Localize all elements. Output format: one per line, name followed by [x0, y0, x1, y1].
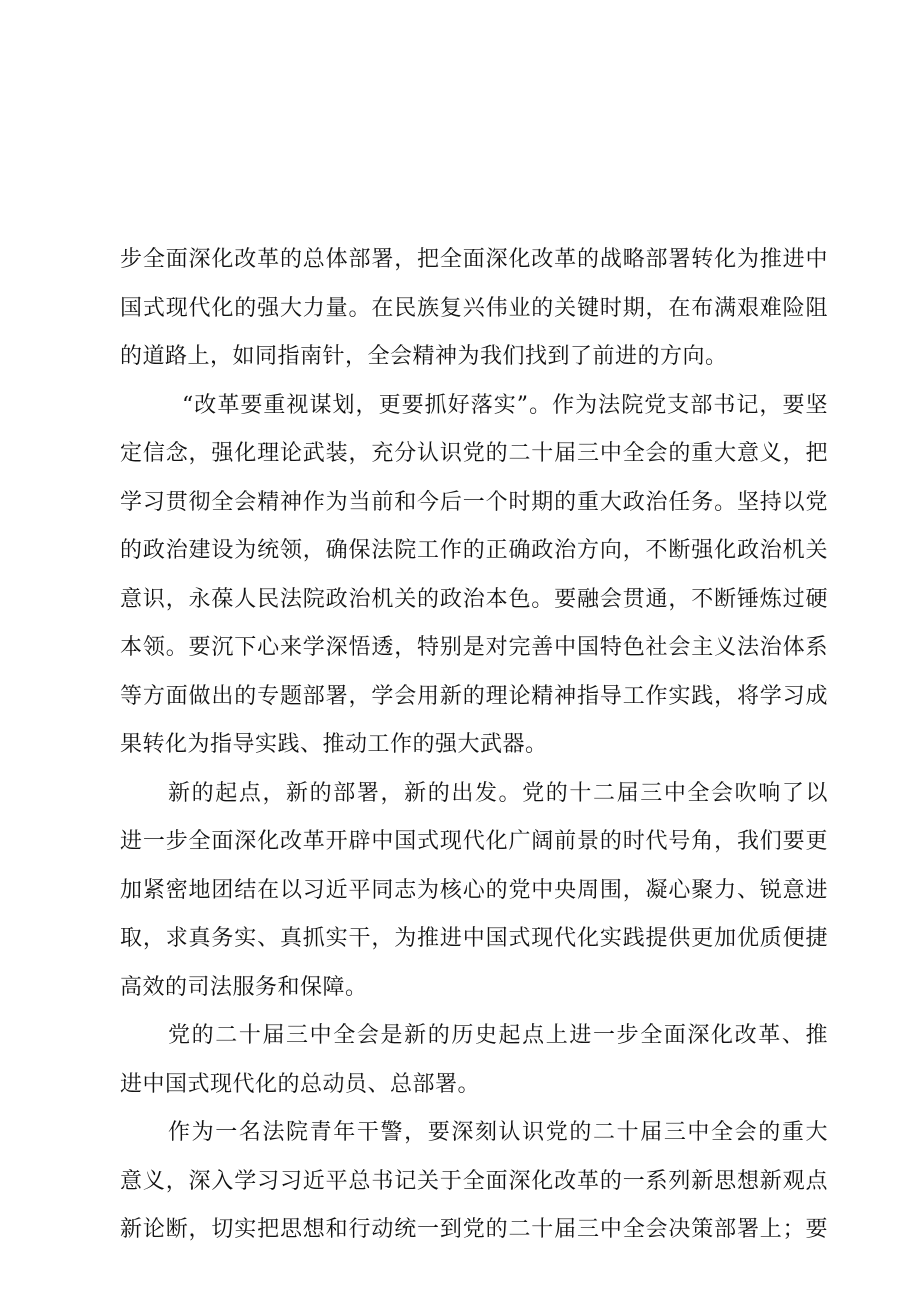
text-line: 新的起点，新的部署，新的出发。党的十二届三中全会吹响了以: [168, 780, 828, 806]
text-line: 进中国式现代化的总动员、总部署。: [120, 1071, 481, 1097]
body-text: [120, 236, 828, 1255]
text-line: 进一步全面深化改革开辟中国式现代化广阔前景的时代号角，我们要更: [120, 829, 828, 854]
text-line: 加紧密地团结在以习近平同志为核心的党中央周围，凝心聚力、锐意进: [120, 877, 828, 903]
text-line: 的道路上，如同指南针，全会精神为我们找到了前进的方向。: [120, 344, 728, 369]
text-line: 果转化为指导实践、推动工作的强大武器。: [120, 732, 548, 757]
text-line: 步全面深化改革的总体部署，把全面深化改革的战略部署转化为推进中: [120, 247, 828, 272]
text-line: 党的二十届三中全会是新的历史起点上进一步全面深化改革、推: [168, 1023, 828, 1048]
text-line: 高效的司法服务和保障。: [120, 974, 368, 1000]
text-line: 意义，深入学习习近平总书记关于全面深化改革的一系列新思想新观点: [120, 1168, 828, 1194]
text-line: 本领。要沉下心来学深悟透，特别是对完善中国特色社会主义法治体系: [120, 635, 828, 660]
text-line: 定信念，强化理论武装，充分认识党的二十届三中全会的重大意义，把: [120, 441, 828, 466]
text-line: 等方面做出的专题部署，学会用新的理论精神指导工作实践，将学习成: [120, 683, 828, 709]
text-line: 作为一名法院青年干警，要深刻认识党的二十届三中全会的重大: [168, 1120, 828, 1145]
text-line: 意识，永葆人民法院政治机关的政治本色。要融会贯通，不断锤炼过硬: [120, 586, 828, 612]
text-line: 新论断，切实把思想和行动统一到党的二十届三中全会决策部署上；要: [120, 1217, 828, 1242]
text-line: 国式现代化的强大力量。在民族复兴伟业的关键时期，在布满艰难险阻: [120, 295, 828, 321]
text-line: “改革要重视谋划，更要抓好落实”。作为法院党支部书记，要坚: [182, 392, 828, 418]
text-line: 的政治建设为统领，确保法院工作的正确政治方向，不断强化政治机关: [120, 538, 828, 563]
text-line: 取，求真务实、真抓实干，为推进中国式现代化实践提供更加优质便捷: [120, 926, 828, 951]
text-line: 学习贯彻全会精神作为当前和今后一个时期的重大政治任务。坚持以党: [120, 489, 828, 515]
